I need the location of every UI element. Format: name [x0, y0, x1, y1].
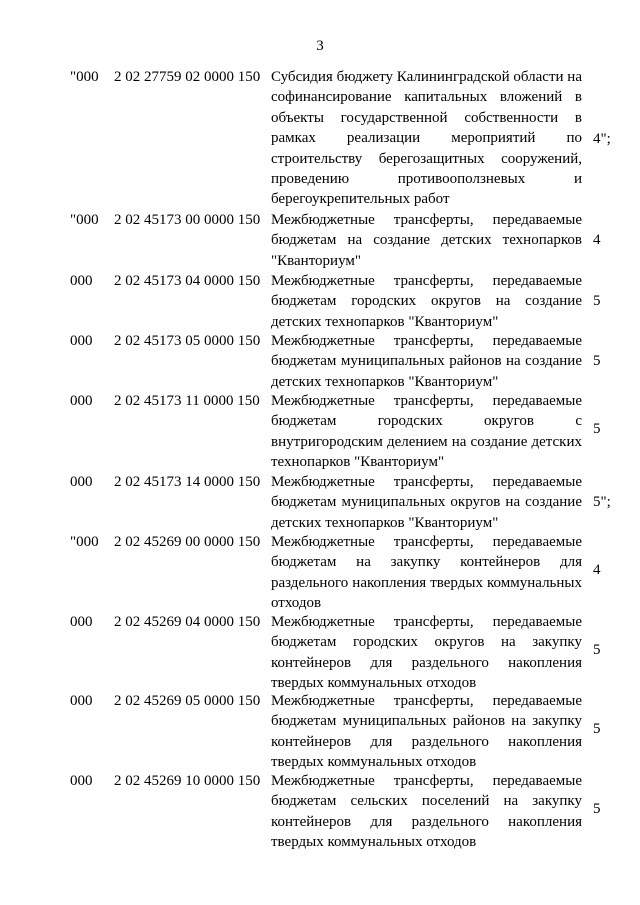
level-value: 5: [593, 642, 601, 658]
level-value: 5: [593, 801, 601, 817]
level-value: 5: [593, 353, 601, 369]
page-number: 3: [316, 38, 324, 54]
budget-classification-code: 2 02 45173 11 0000 150: [114, 393, 260, 409]
income-name: Субсидия бюджету Калининградской области на софинансирование капитальных вложений в объекты государственной собственности в рамках реализации мероприятий по строительству берегозащитных сооружений, проведению противооползневых и берегоукрепительных работ: [271, 69, 582, 208]
income-name: Межбюджетные трансферты, передаваемые бюджетам муниципальных районов на закупку контейнеров для раздельного накопления твердых коммунальных отходов: [271, 693, 582, 771]
admin-code: 000: [70, 693, 93, 709]
budget-classification-code: 2 02 45173 04 0000 150: [114, 273, 261, 289]
level-value: 4: [593, 232, 601, 248]
admin-code: 000: [70, 333, 93, 349]
budget-classification-code: 2 02 45173 00 0000 150: [114, 212, 261, 228]
income-name: Межбюджетные трансферты, передаваемые бюджетам городских округов на закупку контейнеров для раздельного накопления твердых коммунальных отходов: [271, 614, 582, 692]
income-name: Межбюджетные трансферты, передаваемые бюджетам муниципальных округов на создание детских технопарков "Кванториум": [271, 474, 582, 531]
level-value: 4";: [593, 131, 611, 147]
admin-code: 000: [70, 614, 93, 630]
admin-code: 000: [70, 773, 93, 789]
budget-classification-code: 2 02 27759 02 0000 150: [114, 69, 261, 85]
income-name: Межбюджетные трансферты, передаваемые бюджетам на создание детских технопарков "Кванториум": [271, 212, 582, 269]
level-value: 4: [593, 562, 601, 578]
level-value: 5";: [593, 494, 611, 510]
income-name: Межбюджетные трансферты, передаваемые бюджетам на закупку контейнеров для раздельного накопления твердых коммунальных отходов: [271, 534, 582, 612]
admin-code: "000: [70, 534, 99, 550]
income-name: Межбюджетные трансферты, передаваемые бюджетам сельских поселений на закупку контейнеров для раздельного накопления твердых коммунальных отходов: [271, 773, 582, 851]
budget-classification-code: 2 02 45269 04 0000 150: [114, 614, 261, 630]
budget-classification-code: 2 02 45269 10 0000 150: [114, 773, 261, 789]
level-value: 5: [593, 421, 601, 437]
income-name: Межбюджетные трансферты, передаваемые бюджетам городских округов на создание детских технопарков "Кванториум": [271, 273, 582, 330]
budget-classification-code: 2 02 45269 05 0000 150: [114, 693, 261, 709]
income-name: Межбюджетные трансферты, передаваемые бюджетам муниципальных районов на создание детских технопарков "Кванториум": [271, 333, 582, 390]
budget-classification-code: 2 02 45173 05 0000 150: [114, 333, 261, 349]
admin-code: "000: [70, 69, 99, 85]
admin-code: 000: [70, 393, 93, 409]
admin-code: 000: [70, 273, 93, 289]
budget-classification-code: 2 02 45269 00 0000 150: [114, 534, 261, 550]
level-value: 5: [593, 293, 601, 309]
income-name: Межбюджетные трансферты, передаваемые бюджетам городских округов с внутригородским делением на создание детских технопарков "Кванториум": [271, 393, 582, 471]
budget-classification-code: 2 02 45173 14 0000 150: [114, 474, 261, 490]
level-value: 5: [593, 721, 601, 737]
admin-code: 000: [70, 474, 93, 490]
admin-code: "000: [70, 212, 99, 228]
